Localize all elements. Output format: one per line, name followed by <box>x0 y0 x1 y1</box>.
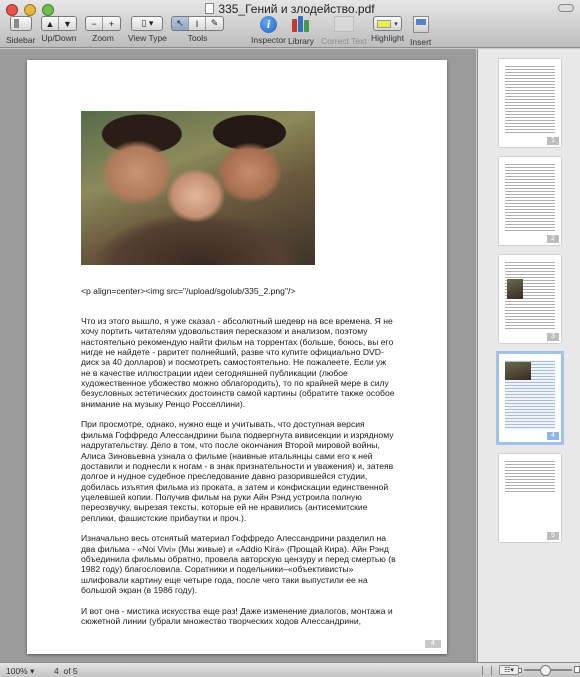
document-icon <box>205 3 214 14</box>
updown-tool <box>41 16 77 43</box>
thumbnail-number: 2 <box>547 235 559 243</box>
tools-tool <box>171 16 224 43</box>
paragraph: При просмотре, однако, нужно еще и учитывать, что доступная версия фильма Гоффредо Алессандрини была подвергнута вивисекции и изрядному надругательству. Дело в том, что после окончания Второй мировой войны, Алиса Зиновьевна узнала о фильме (наивные итальянцы сами его к ней доставили и поднесли к ногам - в знак признательности и уважения) и, затеяв долгое и нудное судебное преследование давно разорившейся студии, добилась изъятия фильма из проката, а затем и конфискации единственной уцелевшей копии. Получив фильм на руки Айн Рэнд устроила полную переозвучку, вырезая тексты, которые ей не нравились (антисемитские реплики, фашистские прибаутки и проч.). <box>81 419 394 523</box>
insert-tool[interactable] <box>410 16 431 47</box>
highlight-tool[interactable] <box>371 16 404 43</box>
insert-label: Insert <box>410 37 432 47</box>
window-title-text: 335_Гений и злодейство.pdf <box>218 2 375 16</box>
document-view[interactable] <box>0 49 476 662</box>
info-icon: i <box>260 16 277 33</box>
thumbnail-page-4[interactable] <box>499 354 561 442</box>
annotate-pen-icon[interactable]: ✎ <box>210 18 219 28</box>
correct-text-icon <box>334 16 354 32</box>
toolbar <box>0 0 580 48</box>
page-photo <box>81 111 315 265</box>
small-thumb-icon <box>518 668 522 673</box>
zoom-in-button[interactable]: + <box>108 18 115 29</box>
thumbnail-view-select[interactable]: ☷▾ <box>499 665 519 675</box>
paragraph: Изначально весь отснятый материал Гоффредо Алессандрини разделил на два фильма - «Noi Vivi» (Мы живые) и «Addio Kira» (Прощай Кира). Айн Рэнд объединила фильмы обратно, провела авторскую цензуру и перед смертью (в 1982 году) благословила. Соратники и подельники–«объективисты» шлифовали картину еще четыре года, после чего таки выпустили ее на большой экран (в 1986 году). <box>81 533 396 596</box>
chevron-down-icon: ▾ <box>394 20 398 28</box>
image-tag-text: <p align=center><img src="/upload/sgolub/335_2.png"/> <box>81 286 296 296</box>
page-down-button[interactable]: ▼ <box>63 18 72 29</box>
page-body <box>81 316 397 637</box>
large-thumb-icon <box>574 666 580 673</box>
highlight-label: Highlight <box>371 33 405 43</box>
thumbnail-number: 5 <box>547 532 559 540</box>
thumbnail-page-1[interactable] <box>499 59 561 147</box>
tools-label: Tools <box>187 33 208 43</box>
library-tool[interactable] <box>288 16 314 46</box>
highlight-color-swatch <box>377 20 391 28</box>
thumbnail-sidebar <box>477 49 580 662</box>
sidebar-label: Sidebar <box>6 35 36 45</box>
zoom-value: 100% <box>6 666 28 676</box>
text-select-icon[interactable]: I <box>189 17 206 30</box>
page-indicator <box>54 666 78 676</box>
thumbnail-number: 1 <box>547 137 559 145</box>
view-type-label: View Type <box>128 33 167 43</box>
thumbnail-number: 3 <box>547 333 559 341</box>
library-label: Library <box>288 36 314 46</box>
updown-label: Up/Down <box>41 33 77 43</box>
page-number-field[interactable]: 4 <box>54 666 59 676</box>
resize-handle-icon[interactable] <box>482 666 492 675</box>
chevron-down-icon: ▾ <box>30 666 35 676</box>
highlight-button[interactable] <box>373 16 402 31</box>
thumbnail-number: 4 <box>547 432 559 440</box>
pdf-page[interactable] <box>27 60 447 654</box>
paragraph: И вот она - мистика искусства еще раз! Даже изменение диалогов, монтажа и сюжетной линии (убрали множество творческих ходов Алессандрини, <box>81 605 393 627</box>
page-number-badge: 4 <box>425 640 441 648</box>
thumbnail-page-5[interactable] <box>499 454 561 542</box>
page-up-button[interactable]: ▲ <box>42 17 59 30</box>
sidebar-icon <box>10 16 32 31</box>
select-arrow-icon[interactable]: ↖ <box>172 17 189 30</box>
thumbnail-page-3[interactable] <box>499 255 561 343</box>
zoom-select[interactable] <box>6 666 34 677</box>
zoom-tool <box>85 16 121 43</box>
view-type-tool[interactable] <box>128 16 167 43</box>
thumbnail-size-slider[interactable] <box>524 669 572 671</box>
page-total: of 5 <box>63 666 78 676</box>
paragraph: Что из этого вышло, я уже сказал - абсолютный шедевр на все времена. Я не хочу портить читателям удовольствия пересказом и анализом, поэтому настоятельно рекомендую найти фильм на торрентах (больше, боюсь, вы его нигде не найдете - раритет полнейший, разве что купите официально DVD-диск за 40 долларов) и посмотреть самостоятельно. Не пожалеете. Если уж не в качестве иллюстрации идеи сегодняшней публикации (любое художественное убожество можно облагородить), то по крайней мере в силу безусловных эстетических достоинств самой картины (обратите также особое внимание на музыку Ренцо Росселлини). <box>81 316 395 409</box>
insert-icon <box>413 16 429 33</box>
thumbnail-page-2[interactable] <box>499 157 561 245</box>
sidebar-tool[interactable] <box>6 16 35 45</box>
zoom-out-button[interactable]: − <box>86 17 103 30</box>
toolbar-toggle-button[interactable] <box>558 4 574 12</box>
inspector-label: Inspector <box>251 35 286 45</box>
correct-text-tool <box>321 16 367 46</box>
window-title <box>0 2 580 16</box>
correct-text-label: Correct Text <box>321 36 367 46</box>
view-type-icon: ▯ ▾ <box>141 18 154 28</box>
library-icon <box>291 16 311 32</box>
zoom-label: Zoom <box>92 33 114 43</box>
status-bar <box>0 662 580 677</box>
inspector-tool[interactable] <box>251 16 286 45</box>
